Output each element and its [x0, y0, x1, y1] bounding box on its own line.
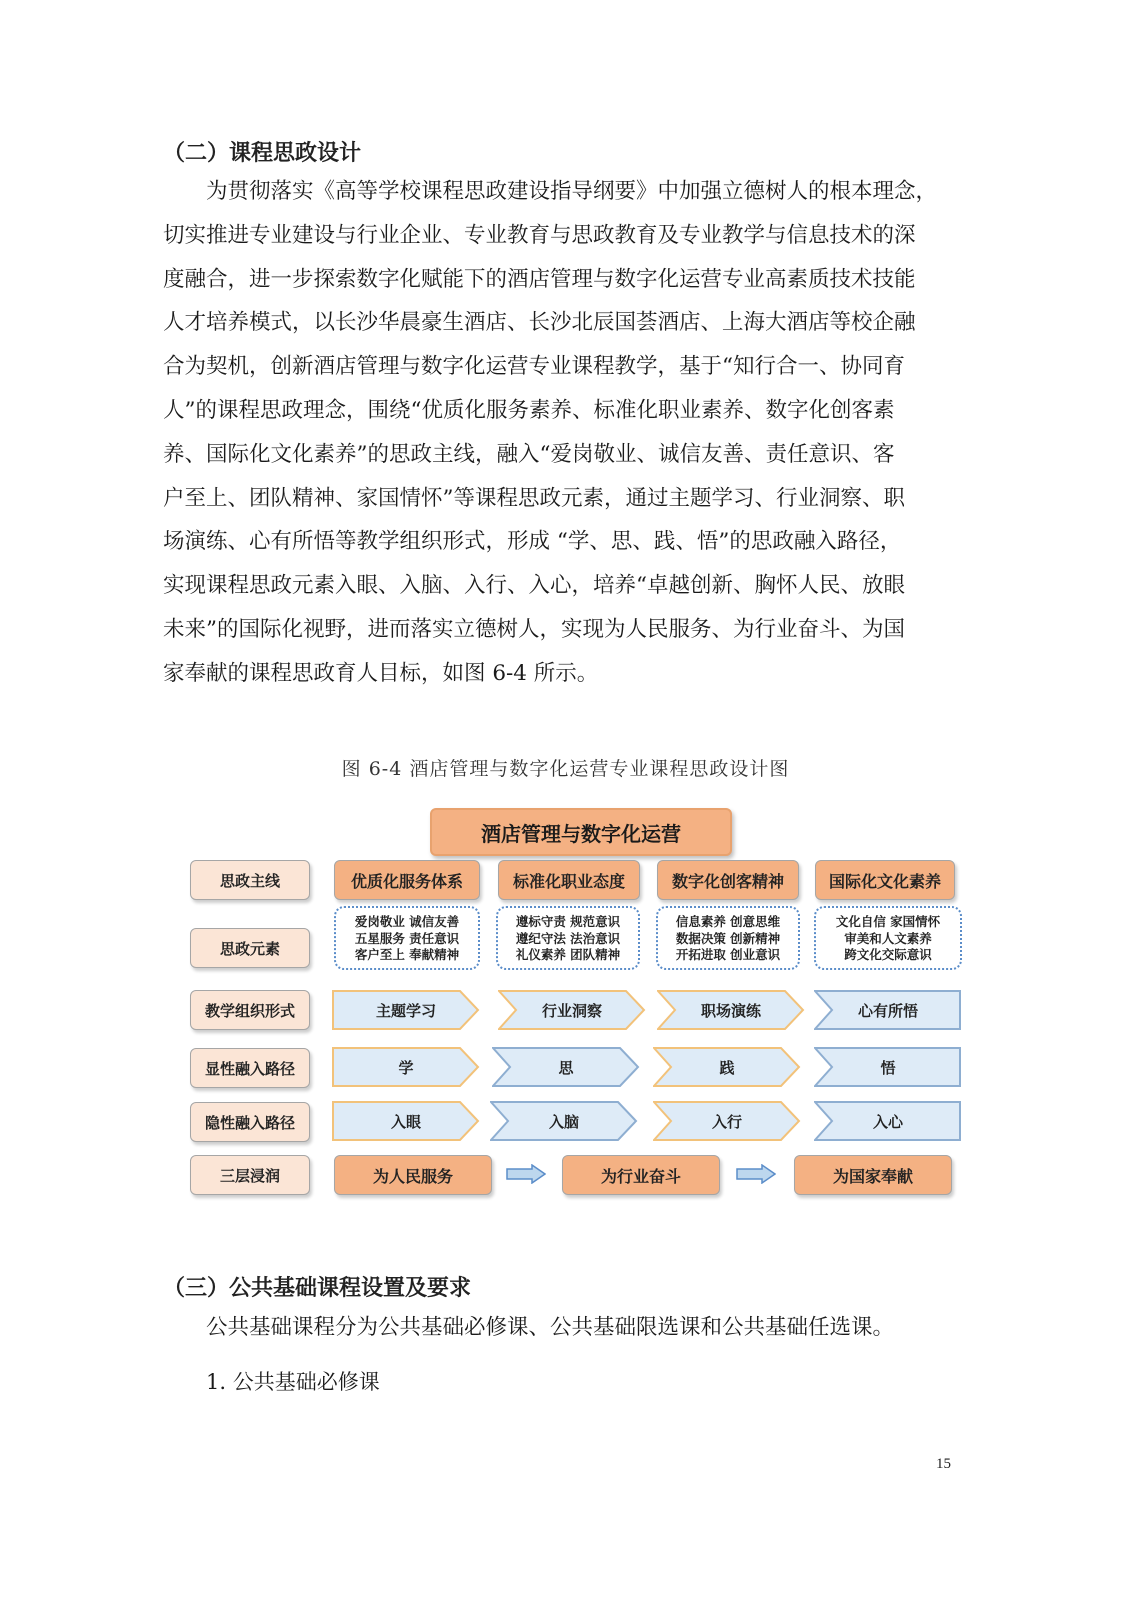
chevron-label: 行业洞察	[541, 1001, 602, 1020]
figure-caption: 图 6-4 酒店管理与数字化运营专业课程思政设计图	[341, 758, 790, 780]
chevron-label: 学	[398, 1058, 414, 1077]
section-heading-public-courses: （三）公共基础课程设置及要求	[163, 1276, 472, 1301]
chevron-form	[657, 990, 805, 1030]
element-line: 审美和人文素养	[844, 930, 932, 946]
element-line: 开拓进取 创业意识	[675, 947, 781, 962]
element-line: 信息素养 创意思维	[675, 914, 781, 929]
chevron-label: 思	[558, 1058, 574, 1077]
chevron-form	[814, 990, 962, 1030]
chevron-implicit	[814, 1101, 962, 1141]
paragraph-line: 切实推进专业建设与行业企业、专业教育与思政教育及专业教学与信息技术的深	[163, 222, 916, 248]
paragraph-line: 户至上、团队精神、家国情怀”等课程思政元素，通过主题学习、行业洞察、职	[163, 485, 905, 511]
chevron-explicit	[492, 1047, 640, 1087]
elements-box	[496, 906, 640, 970]
row-label-implicit-path: 隐性融入路径	[190, 1102, 310, 1142]
main-line-box: 优质化服务体系	[334, 860, 480, 900]
row-label-teaching-forms: 教学组织形式	[190, 990, 310, 1030]
paragraph-line: 家奉献的课程思政育人目标，如图 6-4 所示。	[163, 660, 599, 686]
chevron-form	[332, 990, 480, 1030]
element-line: 爱岗敬业 诚信友善	[354, 914, 460, 929]
paragraph-line: 实现课程思政元素入眼、入脑、入行、入心，培养“卓越创新、胸怀人民、放眼	[163, 573, 905, 599]
right-arrow-icon	[506, 1164, 546, 1184]
paragraph-line: 为贯彻落实《高等学校课程思政建设指导纲要》中加强立德树人的根本理念，	[206, 179, 938, 204]
element-line: 跨文化交际意识	[844, 947, 932, 962]
main-line-box: 国际化文化素养	[815, 860, 955, 900]
element-line: 数据决策 创新精神	[675, 930, 781, 946]
chevron-explicit	[332, 1047, 480, 1087]
main-line-box: 数字化创客精神	[657, 860, 799, 900]
chevron-label: 主题学习	[375, 1001, 436, 1020]
element-line: 五星服务 责任意识	[354, 930, 460, 946]
intro-line: 公共基础课程分为公共基础必修课、公共基础限选课和公共基础任选课。	[206, 1315, 895, 1340]
ideology-design-diagram	[190, 808, 980, 1228]
paragraph-line: 度融合，进一步探索数字化赋能下的酒店管理与数字化运营专业高素质技术技能	[163, 266, 916, 292]
elements-box	[814, 906, 962, 970]
section-paragraph	[163, 170, 963, 696]
chevron-implicit	[332, 1101, 480, 1141]
paragraph-line: 未来”的国际化视野，进而落实立德树人，实现为人民服务、为行业奋斗、为国	[163, 616, 905, 642]
elements-box	[656, 906, 800, 970]
row-label-elements: 思政元素	[190, 928, 310, 968]
chevron-label: 践	[719, 1058, 735, 1077]
subsection-heading: 1. 公共基础必修课	[206, 1370, 380, 1394]
chevron-label: 职场演练	[700, 1001, 761, 1020]
chevron-label: 入行	[711, 1112, 742, 1131]
paragraph-line: 养、国际化文化素养”的思政主线，融入“爱岗敬业、诚信友善、责任意识、客	[163, 441, 895, 467]
diagram-title: 酒店管理与数字化运营	[430, 808, 732, 856]
element-line: 遵纪守法 法治意识	[515, 930, 621, 946]
chevron-label: 入脑	[548, 1112, 579, 1131]
chevron-explicit	[653, 1047, 801, 1087]
right-arrow-icon	[736, 1164, 776, 1184]
chevron-label: 入眼	[390, 1112, 421, 1131]
row-label-explicit-path: 显性融入路径	[190, 1048, 310, 1088]
section3-intro	[163, 1306, 963, 1350]
section-heading-course-ideology: （二）课程思政设计	[163, 141, 362, 166]
row-label-three-layers: 三层浸润	[190, 1155, 310, 1195]
main-line-box: 标准化职业态度	[498, 860, 640, 900]
chevron-form	[498, 990, 646, 1030]
layer-box: 为行业奋斗	[562, 1155, 720, 1195]
chevron-label: 心有所悟	[857, 1001, 918, 1020]
paragraph-line: 场演练、心有所悟等教学组织形式，形成 “学、思、践、悟”的思政融入路径，	[163, 529, 902, 555]
chevron-explicit	[814, 1047, 962, 1087]
layer-box: 为国家奉献	[794, 1155, 952, 1195]
paragraph-line: 合为契机，创新酒店管理与数字化运营专业课程教学，基于“知行合一、协同育	[163, 354, 905, 380]
paragraph-line: 人”的课程思政理念，围绕“优质化服务素养、标准化职业素养、数字化创客素	[163, 397, 895, 423]
element-line: 遵标守责 规范意识	[515, 914, 621, 929]
row-label-main-line: 思政主线	[190, 860, 310, 900]
elements-box	[334, 906, 480, 970]
paragraph-line: 人才培养模式，以长沙华晨豪生酒店、长沙北辰国荟酒店、上海大酒店等校企融	[163, 310, 916, 336]
chevron-implicit	[490, 1101, 638, 1141]
page-number: 15	[936, 1456, 951, 1472]
element-line: 客户至上 奉献精神	[354, 947, 460, 962]
layer-box: 为人民服务	[334, 1155, 492, 1195]
chevron-label: 悟	[880, 1058, 896, 1077]
chevron-implicit	[653, 1101, 801, 1141]
element-line: 礼仪素养 团队精神	[515, 947, 621, 962]
element-line: 文化自信 家国情怀	[835, 914, 941, 929]
chevron-label: 入心	[872, 1112, 903, 1131]
